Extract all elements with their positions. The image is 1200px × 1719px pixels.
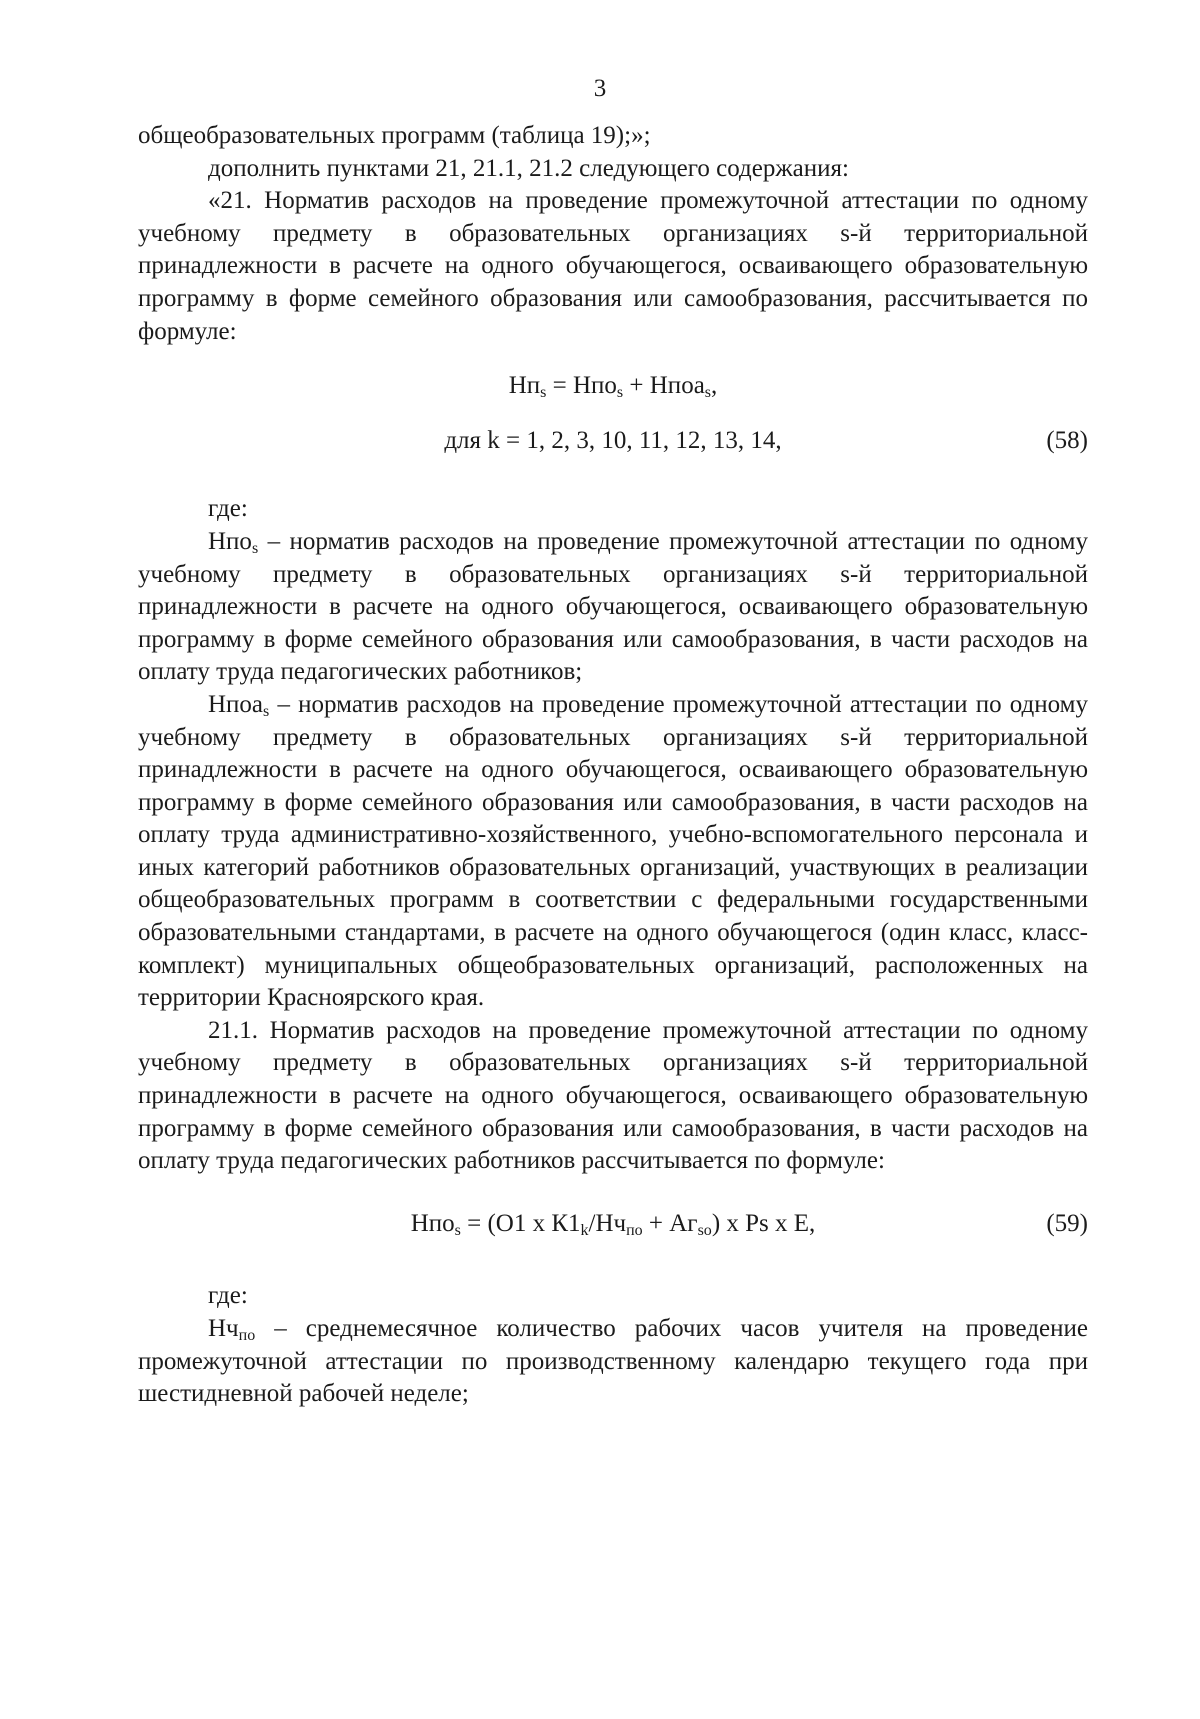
definition-term: $Нч_{по}$ [208,1315,256,1344]
formula-58-line-1: $Нп_s = Нпо_s$ + Нпоа$_s$, [508,372,718,402]
paragraph-amendment-intro: дополнить пунктами 21, 21.1, 21.2 следующего содержания: [208,154,849,182]
formula-58-line-2: для k = 1, 2, 3, 10, 11, 12, 13, 14, (58) [138,425,1088,458]
formula-59: Нпо$_s$ = (О1 х $К1_k/Нч_{по} + Аг_{so}$) х Ps х Е, (59) [410,1209,1088,1239]
paragraph-item-21-1: 21.1. Норматив расходов на проведение промежуточной аттестации по одному учебному предмету в образовательных организациях s-й территориальной принадлежности в расчете на одного обучающегося, осваивающего образовательную программу в форме семейного образования или самообразования, в части расходов на оплату труда педагогических работников рассчитывается по формуле: [138,1016,1088,1175]
where-label: где: [208,495,248,523]
definition-term: Нпоа$_s$ [208,690,270,720]
page-number: 3 [593,75,607,102]
equation-number-59: (59) [1046,1209,1088,1237]
document-body [138,120,1088,1411]
definition-nch: $Нч_{по}$ – среднемесячное количество рабочих часов учителя на проведение промежуточной аттестации по производственному календарю текущего года при шестидневной рабочей неделе; [138,1315,1088,1408]
where-label: где: [208,1282,248,1310]
paragraph-continuation: общеобразовательных программ (таблица 19);»; [138,122,651,149]
definition-npoa: Нпоа$_s$ – норматив расходов на проведение промежуточной аттестации по одному учебному предмету в образовательных организациях s-й территориальной принадлежности в расчете на одного обучающегося, осваивающего образовательную программу в форме семейного образования или самообразования, в части расходов на оплату труда административно-хозяйственного, учебно-вспомогательного персонала и иных категорий работников образовательных организаций, участвующих в реализации общеобразовательных программ в соответствии с федеральными государственными образовательными стандартами, в расчете на одного обучающегося (один класс, класс-комплект) муниципальных общеобразовательных организаций, расположенных на территории Красноярского края. [138,690,1088,1012]
equation-number-58: (58) [1046,426,1088,454]
definition-term: Нпо$_s$ [208,527,259,557]
paragraph-item-21: «21. Норматив расходов на проведение промежуточной аттестации по одному учебному предмету в образовательных организациях s-й территориальной принадлежности в расчете на одного обучающегося, осваивающего образовательную программу в форме семейного образования или самообразования, рассчитывается по формуле: [138,187,1088,345]
definition-npo: Нпо$_s$ – норматив расходов на проведение промежуточной аттестации по одному учебному предмету в образовательных организациях s-й территориальной принадлежности в расчете на одного обучающегося, осваивающего образовательную программу в форме семейного образования или самообразования, в части расходов на оплату труда педагогических работников; [138,527,1088,686]
